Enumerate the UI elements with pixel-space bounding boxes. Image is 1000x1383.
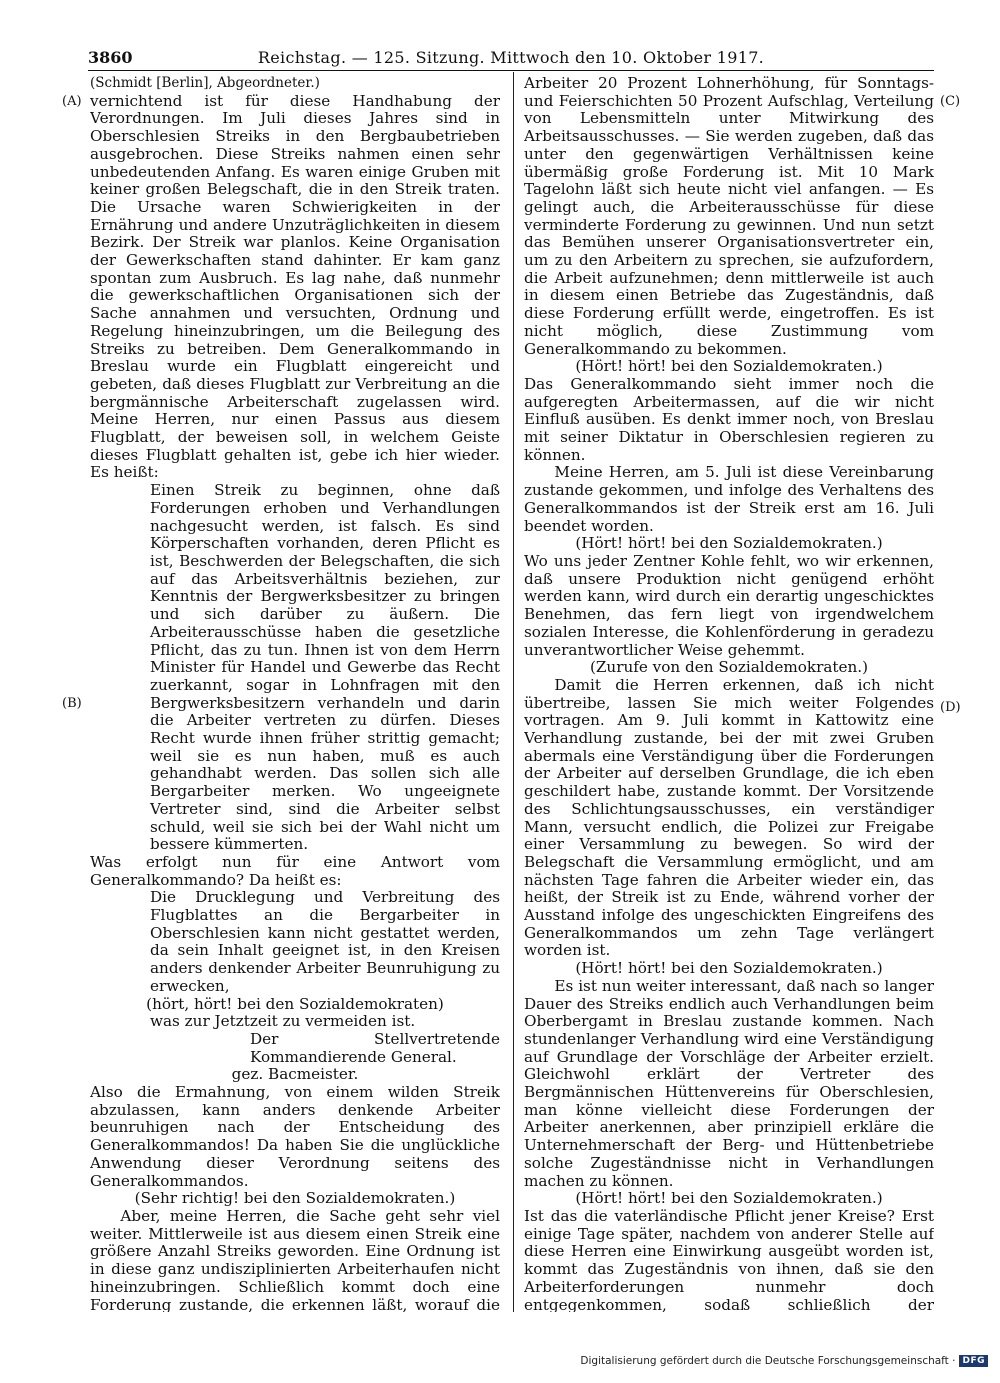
quotation: was zur Jetztzeit zu vermeiden ist. bbox=[150, 1012, 416, 1031]
page-header bbox=[88, 48, 934, 71]
interjection: (Hört! hört! bei den Sozialdemokraten.) bbox=[575, 534, 883, 553]
dfg-logo: DFG bbox=[959, 1355, 988, 1367]
paragraph: Damit die Herren erkennen, daß ich nicht übertreibe, lassen Sie mich weiter Folgendes vortragen. Am 9. Juli kommt in Kattowitz eine Verhandlung zustande, bei der mit zwei Gruben abermals eine Verständigung über die Forderungen der Arbeiter auf derselben Grundlage, die ich eben geschildert habe, zustande kommt. Der Vorsitzende des Schlichtungsausschusses, ein verständiger Mann, versucht endlich, die Polizei zur Freigabe einer Versammlung zu bewegen. So wird der Belegschaft die Versammlung ermöglicht, und am nächsten Tage fahren die Arbeiter wieder ein, das heißt, der Streik ist zu Ende, während vorher der Ausstand infolge des ungeschickten Eingreifens des Generalkommandos um zehn Tage verlängert worden ist. bbox=[524, 675, 934, 960]
quotation: Die Drucklegung und Verbreitung des Flugblattes an die Bergarbeiter in Oberschlesien kann nicht gestattet werden, da sein Inhalt geeignet ist, in den Kreisen anders denkender Arbeiter Beunruhigung zu erwecken, bbox=[150, 888, 500, 995]
page-number: 3860 bbox=[88, 48, 133, 67]
paragraph: Es ist nun weiter interessant, daß nach so langer Dauer des Streiks endlich auch Verhandlungen beim Oberbergamt in Breslau zustande kommen. Nach stundenlanger Verhandlung wird eine Verständigung auf Grundlage der Vorschläge der Arbeiter erzielt. Gleichwohl erklärt der Vertreter des Bergmännischen Hüttenvereins für Oberschlesien, man könne vielleicht diese Forderungen der Arbeiter anerkennen, aber prinzipiell erkläre die Unternehmerschaft der Berg- und Hüttenbetriebe solche Zugeständnisse nicht in Verhandlungen machen zu können. bbox=[524, 976, 934, 1190]
interjection: (Hört! hört! bei den Sozialdemokraten.) bbox=[575, 357, 883, 376]
margin-mark-c: (C) bbox=[940, 94, 961, 109]
interjection: (Zurufe von den Sozialdemokraten.) bbox=[589, 658, 869, 677]
credit-text: Digitalisierung gefördert durch die Deutsche Forschungsgemeinschaft · bbox=[580, 1355, 956, 1367]
interjection: (Sehr richtig! bei den Sozialdemokraten.) bbox=[134, 1189, 456, 1208]
margin-mark-a: (A) bbox=[62, 94, 82, 109]
left-column bbox=[90, 75, 500, 1312]
footer-credit bbox=[580, 1352, 988, 1370]
paragraph: Also die Ermahnung, von einem wilden Streik abzulassen, kann anders denkende Arbeiter beunruhigen nach der Entscheidung des Generalkommandos! Da haben Sie die unglückliche Anwendung dieser Verordnung seitens des Generalkommandos. bbox=[90, 1083, 500, 1190]
column-divider bbox=[513, 72, 514, 1312]
signature-title: Der Stellvertretende Kommandierende General. bbox=[250, 1029, 500, 1066]
margin-mark-b: (B) bbox=[62, 696, 82, 711]
paragraph: Arbeiter 20 Prozent Lohnerhöhung, für Sonntags- und Feierschichten 50 Prozent Aufschlag, Verteilung von Lebensmitteln unter Mitwirkung des Arbeitsausschusses. — Sie werden zugeben, daß das unter den gegenwärtigen Verhältnissen keine übermäßig große Forderung ist. Mit 10 Mark Tagelohn läßt sich heute nicht viel anfangen. — Es gelingt auch, die Arbeiterausschüsse für diese verminderte Forderung zu gewinnen. Und nun setzt das Bemühen unserer Organisationsvertreter ein, um zu den Arbeitern zu sprechen, sie aufzufordern, die Arbeit aufzunehmen; denn mittlerweile ist auch in diesem einen Betriebe das Zugeständnis, daß diese Forderung erfüllt werde, eingetroffen. Es ist nicht möglich, diese Zustimmung vom Generalkommando zu bekommen. bbox=[524, 75, 934, 358]
paragraph: Das Generalkommando sieht immer noch die aufgeregten Arbeitermassen, auf die wir nicht Einfluß ausüben. Es denkt immer noch, von Breslau mit seiner Diktatur in Oberschlesien regieren zu können. bbox=[524, 374, 934, 464]
paragraph: Wo uns jeder Zentner Kohle fehlt, wo wir erkennen, daß unsere Produktion nicht genügend erhöht werden kann, wird durch ein derartig ungeschicktes Benehmen, das fern liegt von irgendwelchem sozialen Interesse, die Kohlenförderung in geradezu unverantwortlicher Weise gehemmt. bbox=[524, 551, 934, 659]
quotation: Einen Streik zu beginnen, ohne daß Forderungen erhoben und Verhandlungen nachgesucht werden, ist falsch. Es sind Körperschaften vorhanden, deren Pflicht es ist, Beschwerden der Belegschaften, die sich auf das Arbeitsverhältnis beziehen, zur Kenntnis der Bergwerksbesitzer zu bringen und sich darüber zu äußern. Die Arbeiterausschüsse haben die gesetzliche Pflicht, das zu tun. Ihnen ist von dem Herrn Minister für Handel und Gewerbe das Recht zuerkannt, sogar in Lohnfragen mit den Bergwerksbesitzern verhandeln und darin die Arbeiter vertreten zu dürfen. Dieses Recht wurde ihnen früher strittig gemacht; weil sie es nun haben, muß es auch gehandhabt werden. Das sollen sich alle Bergarbeiter merken. Wo ungeeignete Vertreter sind, sind die Arbeiter selbst schuld, weil sie sich bei der Wahl nicht um bessere kümmerten. bbox=[150, 481, 500, 854]
interjection: (Hört! hört! bei den Sozialdemokraten.) bbox=[575, 1189, 883, 1208]
signature-name: gez. Bacmeister. bbox=[231, 1065, 359, 1084]
paragraph: vernichtend ist für diese Handhabung der Verordnungen. Im Juli dieses Jahres sind in Oberschlesien Streiks in den Bergbaubetrieben ausgebrochen. Diese Streiks nahmen einen sehr unbedeutenden Anfang. Es waren einige Gruben mit keiner großen Belegschaft, die in den Streik traten. Die Ursache waren Schwierigkeiten in der Ernährung und andere Unzuträglichkeiten in diesem Bezirk. Der Streik war planlos. Keine Organisation der Gewerkschaften stand dahinter. Er kam ganz spontan zum Ausbruch. Es lag nahe, daß nunmehr die gewerkschaftlichen Organisationen sich der Sache annahmen und versuchten, Ordnung und Regelung hineinzubringen, um die Beilegung des Streiks zu betreiben. Dem Generalkommando in Breslau wurde ein Flugblatt eingereicht und gebeten, daß dieses Flugblatt zur Verbreitung an die bergmännische Arbeiterschaft zugelassen wird. Meine Herren, nur einen Passus aus diesem Flugblatt, der beweisen soll, in welchem Geiste dieses Flugblatt gehalten ist, gebe ich hier wieder. Es heißt: bbox=[90, 91, 500, 482]
speaker-label: (Schmidt [Berlin], Abgeordneter.) bbox=[90, 75, 320, 91]
margin-mark-d: (D) bbox=[940, 700, 961, 715]
paragraph: Aber, meine Herren, die Sache geht sehr viel weiter. Mittlerweile ist aus diesem einen Streik eine größere Anzahl Streiks geworden. Eine Ordnung ist in diese ganz undisziplinierten Arbeiterhaufen nicht hineinzubringen. Schließlich kommt doch eine Forderung zustande, die erkennen läßt, worauf die bbox=[90, 1207, 500, 1312]
interjection: (Hört! hört! bei den Sozialdemokraten.) bbox=[575, 959, 883, 978]
paragraph: Was erfolgt nun für eine Antwort vom Generalkommando? Da heißt es: bbox=[90, 852, 500, 889]
paragraph: Meine Herren, am 5. Juli ist diese Vereinbarung zustande gekommen, und infolge des Verhaltens des Generalkommandos ist der Streik erst am 16. Juli beendet worden. bbox=[524, 463, 934, 535]
paragraph: Ist das die vaterländische Pflicht jener Kreise? Erst einige Tage später, nachdem von anderer Stelle auf diese Herren eine Einwirkung ausgeübt worden ist, kommt das Zugeständnis von ihnen, daß sie den Arbeiterforderungen nunmehr doch entgegenkommen, sodaß schließlich der bbox=[524, 1207, 934, 1312]
running-head: Reichstag. — 125. Sitzung. Mittwoch den 10. Oktober 1917. bbox=[257, 48, 765, 67]
interjection: (hört, hört! bei den Sozialdemokraten) bbox=[146, 994, 444, 1013]
right-column bbox=[524, 75, 934, 1312]
